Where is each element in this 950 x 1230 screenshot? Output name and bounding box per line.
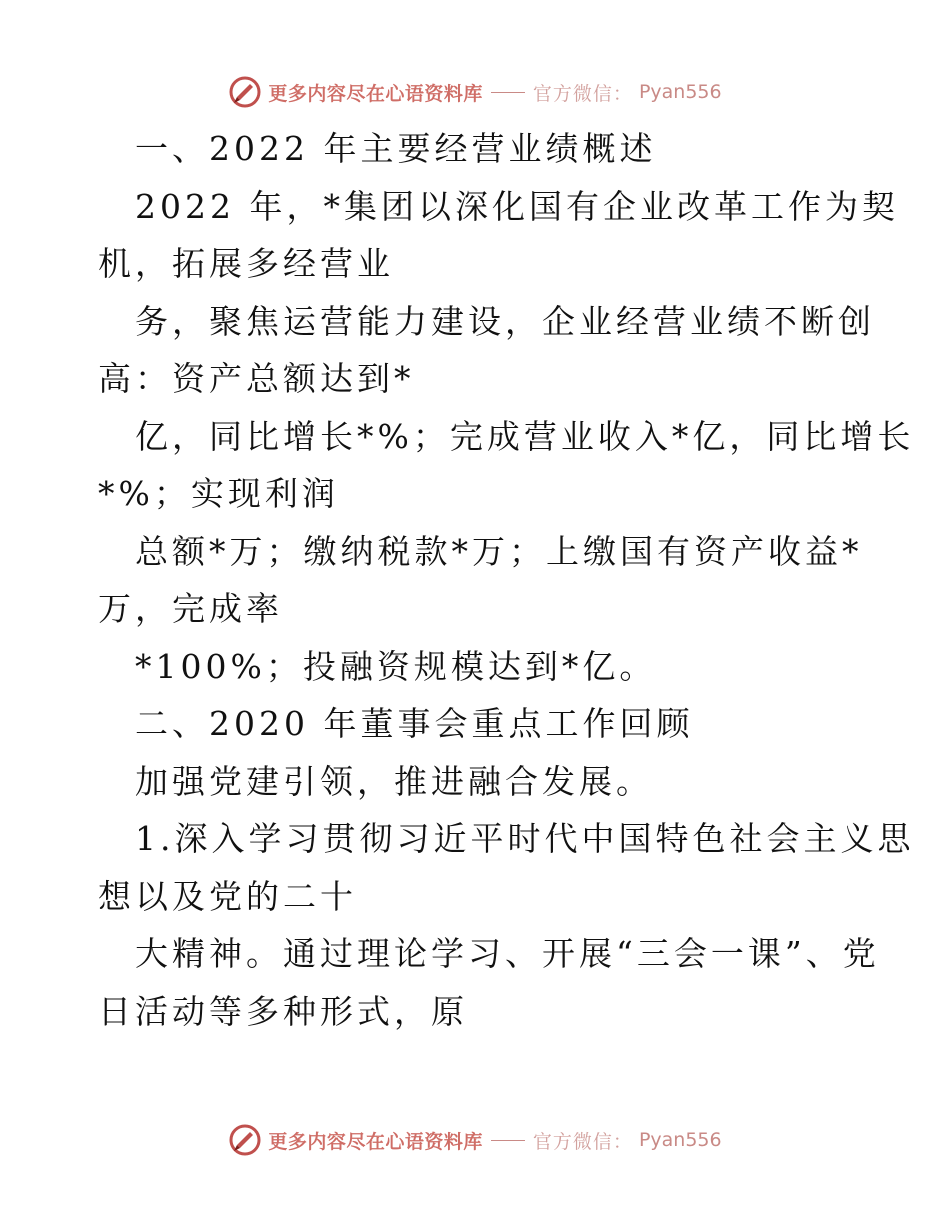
paragraph-line: 务，聚焦运营能力建设，企业经营业绩不断创 [135,301,875,341]
watermark-wechat-id: Pyan556 [638,81,722,103]
paragraph-line: 1.深入学习贯彻习近平时代中国特色社会主义思 [135,819,915,858]
paragraph-line: 机，拓展多经营业 [98,244,394,283]
watermark-dash [491,92,525,93]
paragraph-line: 2022 年，*集团以深化国有企业改革工作为契 [135,186,899,226]
paragraph-line: 加强党建引领，推进融合发展。 [135,761,653,801]
watermark-label: 官方微信： [532,82,633,105]
section-heading: 二、2020 年董事会重点工作回顾 [135,704,694,743]
paragraph-line: 高：资产总额达到* [98,359,415,398]
watermark-wechat-id: Pyan556 [638,1129,722,1151]
watermark-footer [0,1118,950,1162]
watermark-brand-text: 更多内容尽在心语资料库 [268,82,483,105]
brand-logo-icon [228,1123,262,1157]
paragraph-line: 总额*万；缴纳税款*万；上缴国有资产收益* [135,531,863,571]
watermark-dash [491,1140,525,1141]
paragraph-line: 大精神。通过理论学习、开展“三会一课”、党 [135,934,880,973]
section-heading: 一、2022 年主要经营业绩概述 [135,129,657,168]
document-body [98,120,915,1040]
paragraph-line: 想以及党的二十 [98,876,357,916]
brand-logo-icon [228,75,262,109]
watermark-brand-text: 更多内容尽在心语资料库 [268,1130,483,1153]
paragraph-line: *100%；投融资规模达到*亿。 [135,646,657,686]
watermark-label: 官方微信： [532,1130,633,1153]
paragraph-line: *%；实现利润 [98,474,339,513]
watermark-header [0,70,950,114]
paragraph-line: 亿，同比增长*%；完成营业收入*亿，同比增长 [135,416,915,456]
paragraph-line: 万，完成率 [98,589,283,628]
paragraph-line: 日活动等多种形式，原 [98,991,468,1031]
